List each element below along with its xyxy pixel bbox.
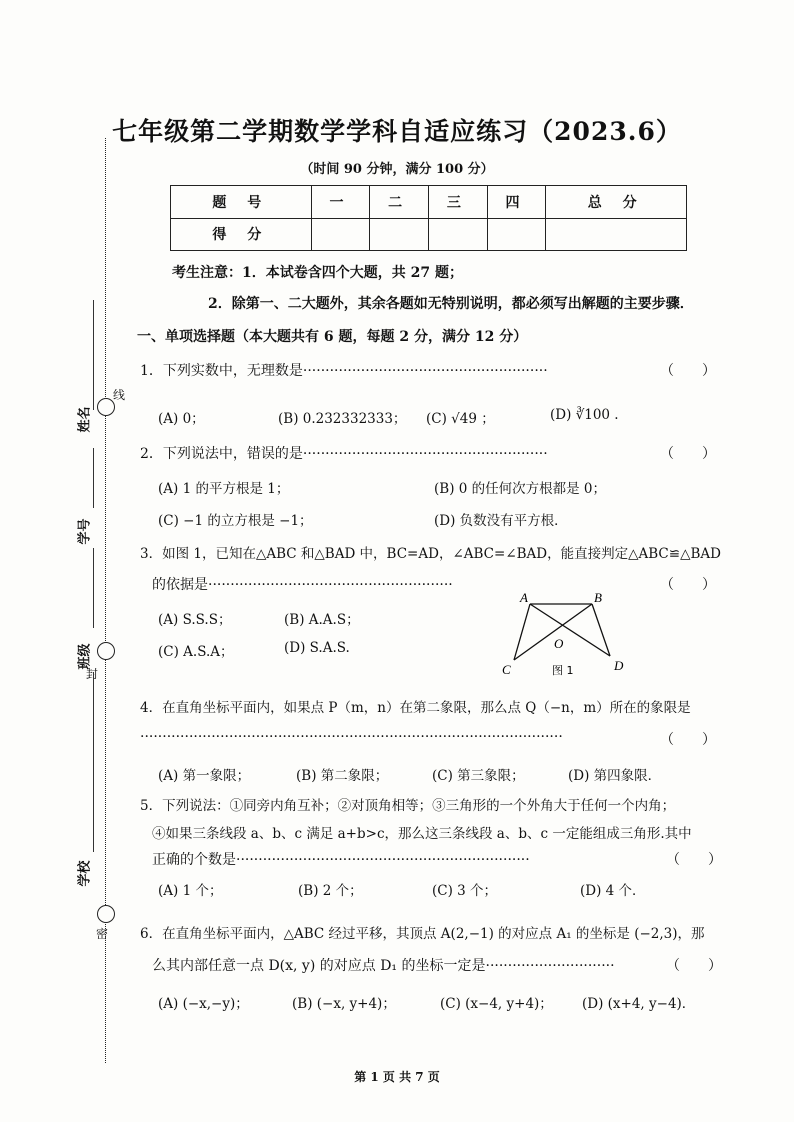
- q4-option-a: (A) 第一象限；: [158, 768, 251, 784]
- section-1-heading: 一、单项选择题（本大题共有 6 题，每题 2 分，满分 12 分）: [137, 329, 528, 345]
- segment-bd: [592, 604, 610, 656]
- q6-answer-paren[interactable]: （ ）: [666, 958, 722, 974]
- name-fill-line: [93, 300, 94, 410]
- q5-option-d: (D) 4 个．: [580, 883, 646, 899]
- q1-option-a: (A) 0；: [158, 411, 205, 427]
- q2-stem: 2．下列说法中，错误的是·······················································: [140, 446, 548, 462]
- q5-option-a: (A) 1 个；: [158, 883, 223, 899]
- score-cell-section-3: 三: [428, 186, 487, 219]
- q6-option-a: (A) (−x,−y)；: [158, 996, 249, 1012]
- q3-stem: 3．如图 1，已知在△ABC 和△BAD 中，BC=AD，∠ABC=∠BAD，能直接判定△ABC≌△BAD: [140, 546, 721, 562]
- name-label: 姓名: [77, 406, 93, 433]
- q5-option-b: (B) 2 个；: [298, 883, 363, 899]
- point-label-o: O: [554, 636, 564, 651]
- figure-1-caption: 图 1: [552, 664, 574, 677]
- score-cell-label: 题 号: [171, 186, 312, 219]
- score-input-3[interactable]: [428, 218, 487, 251]
- q1-stem: 1．下列实数中，无理数是·······················································: [140, 363, 548, 379]
- q3-stem-2: 的依据是·······················································: [152, 577, 453, 593]
- class-fill-line: [93, 548, 94, 628]
- q2-option-a: (A) 1 的平方根是 1；: [158, 481, 290, 497]
- q2-option-c: (C) −1 的立方根是 −1；: [158, 513, 313, 529]
- score-input-1[interactable]: [311, 218, 370, 251]
- point-label-b: B: [594, 590, 602, 605]
- q4-option-d: (D) 第四象限．: [568, 768, 662, 784]
- q4-stem-2: ·······························································································: [140, 729, 563, 745]
- figure-1-diagram: [490, 588, 640, 680]
- school-label: 学校: [77, 860, 93, 887]
- binding-mark-feng: 封: [86, 667, 99, 681]
- q5-stem-3: 正确的个数是··································································: [152, 852, 530, 868]
- q1-option-b: (B) 0.232332333；: [278, 411, 407, 427]
- q5-option-c: (C) 3 个；: [432, 883, 498, 899]
- q4-option-b: (B) 第二象限；: [296, 768, 389, 784]
- binding-circle-2: [97, 642, 115, 660]
- segment-ac: [514, 604, 530, 660]
- q1-option-d: (D) ∛100 .: [550, 407, 619, 423]
- page-title: 七年级第二学期数学学科自适应练习（2023.6）: [112, 117, 682, 146]
- binding-mark-xian: 线: [113, 388, 126, 402]
- q6-stem: 6．在直角坐标平面内，△ABC 经过平移，其顶点 A(2,−1) 的对应点 A₁ 的坐标是 (−2,3)，那: [140, 926, 705, 942]
- q2-option-b: (B) 0 的任何次方根都是 0；: [434, 481, 607, 497]
- score-cell-total: 总 分: [546, 186, 687, 219]
- school-fill-line: [93, 672, 94, 852]
- q3-option-a: (A) S.S.S；: [158, 612, 232, 628]
- q4-stem: 4．在直角坐标平面内，如果点 P（m，n）在第二象限，那么点 Q（−n，m）所在的象限是: [140, 700, 691, 716]
- q1-option-c: (C) √49 ；: [426, 411, 495, 427]
- binding-circle-3: [97, 905, 115, 923]
- score-input-2[interactable]: [370, 218, 429, 251]
- score-row-label: 得 分: [171, 218, 312, 251]
- score-cell-section-2: 二: [370, 186, 429, 219]
- q6-option-b: (B) (−x, y+4)；: [292, 996, 396, 1012]
- point-label-c: C: [502, 662, 511, 677]
- id-label: 学号: [77, 518, 93, 545]
- q2-answer-paren[interactable]: （ ）: [660, 446, 716, 462]
- q4-option-c: (C) 第三象限；: [432, 768, 525, 784]
- score-table-header-row: [171, 186, 687, 219]
- q6-option-c: (C) (x−4, y+4)；: [440, 996, 553, 1012]
- point-label-d: D: [614, 658, 624, 673]
- q3-option-d: (D) S.A.S.: [284, 640, 350, 656]
- notice-line-2: 2．除第一、二大题外，其余各题如无特别说明，都必须写出解题的主要步骤．: [208, 296, 694, 312]
- score-table: [170, 185, 687, 251]
- q5-stem: 5．下列说法：①同旁内角互补；②对顶角相等；③三角形的一个外角大于任何一个内角；: [140, 798, 676, 814]
- score-table-score-row: [171, 218, 687, 251]
- q3-option-b: (B) A.A.S；: [284, 612, 360, 628]
- exam-duration: （时间 90 分钟，满分 100 分）: [300, 162, 494, 177]
- q3-option-c: (C) A.S.A；: [158, 644, 234, 660]
- q6-stem-2: 么其内部任意一点 D(x, y) 的对应点 D₁ 的坐标一定是·····························: [152, 958, 615, 974]
- q3-answer-paren[interactable]: （ ）: [660, 577, 716, 593]
- id-fill-line: [93, 448, 94, 508]
- point-label-a: A: [520, 590, 528, 605]
- score-input-4[interactable]: [487, 218, 546, 251]
- q5-stem-2: ④如果三条线段 a、b、c 满足 a+b>c，那么这三条线段 a、b、c 一定能组成三角形.其中: [152, 826, 692, 842]
- segment-bc: [514, 604, 592, 660]
- class-label: 班级: [77, 643, 93, 670]
- q4-answer-paren[interactable]: （ ）: [660, 732, 716, 748]
- binding-mark-mi: 密: [96, 927, 109, 941]
- q2-option-d: (D) 负数没有平方根．: [434, 513, 568, 529]
- q6-option-d: (D) (x+4, y−4)．: [582, 996, 696, 1012]
- q5-answer-paren[interactable]: （ ）: [666, 852, 722, 868]
- score-input-total[interactable]: [546, 218, 687, 251]
- score-cell-section-1: 一: [311, 186, 370, 219]
- score-cell-section-4: 四: [487, 186, 546, 219]
- notice-line-1: 考生注意：1．本试卷含四个大题，共 27 题；: [172, 265, 463, 281]
- q1-answer-paren[interactable]: （ ）: [660, 363, 716, 379]
- page-number: 第 1 页 共 7 页: [354, 1070, 440, 1084]
- segment-ad: [530, 604, 610, 656]
